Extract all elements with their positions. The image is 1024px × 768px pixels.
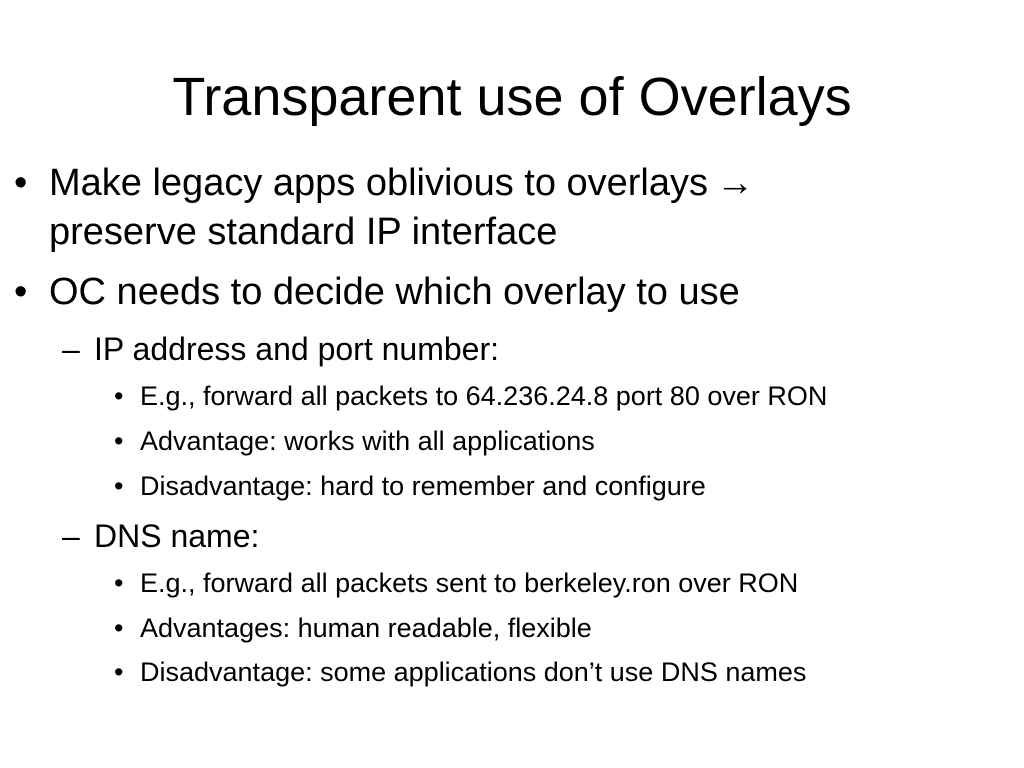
- bullet-text: [49, 160, 754, 206]
- sub-sub-bullet-text: Disadvantage: hard to remember and configure: [140, 471, 706, 501]
- bullet-text-continuation: preserve standard IP interface: [49, 211, 558, 253]
- sub-bullet-text: IP address and port number:: [94, 331, 499, 367]
- dash-marker: –: [62, 518, 80, 554]
- sub-sub-bullet-text: Advantages: human readable, flexible: [140, 613, 592, 643]
- dash-marker: –: [62, 331, 80, 367]
- bullet-text: OC needs to decide which overlay to use: [49, 271, 740, 313]
- sub-bullet-text: DNS name:: [94, 518, 260, 554]
- arrow-right-icon: →: [716, 162, 755, 204]
- bullet-text-line1: Make legacy apps oblivious to overlays: [49, 162, 709, 204]
- sub-sub-bullet-text: E.g., forward all packets sent to berkeley.ron over RON: [140, 568, 799, 598]
- bullet-marker: •: [114, 657, 124, 687]
- bullet-marker: •: [114, 613, 124, 643]
- bullet-marker: •: [114, 426, 124, 456]
- bullet-marker: •: [14, 271, 28, 313]
- sub-sub-bullet-text: E.g., forward all packets to 64.236.24.8 port 80 over RON: [140, 381, 828, 411]
- sub-sub-bullet-text: Disadvantage: some applications don’t use DNS names: [140, 657, 807, 687]
- bullet-marker: •: [14, 162, 28, 204]
- bullet-marker: •: [114, 381, 124, 411]
- bullet-marker: •: [114, 471, 124, 501]
- bullet-marker: •: [114, 568, 124, 598]
- sub-sub-bullet-text: Advantage: works with all applications: [140, 426, 595, 456]
- slide-title: Transparent use of Overlays: [172, 67, 852, 127]
